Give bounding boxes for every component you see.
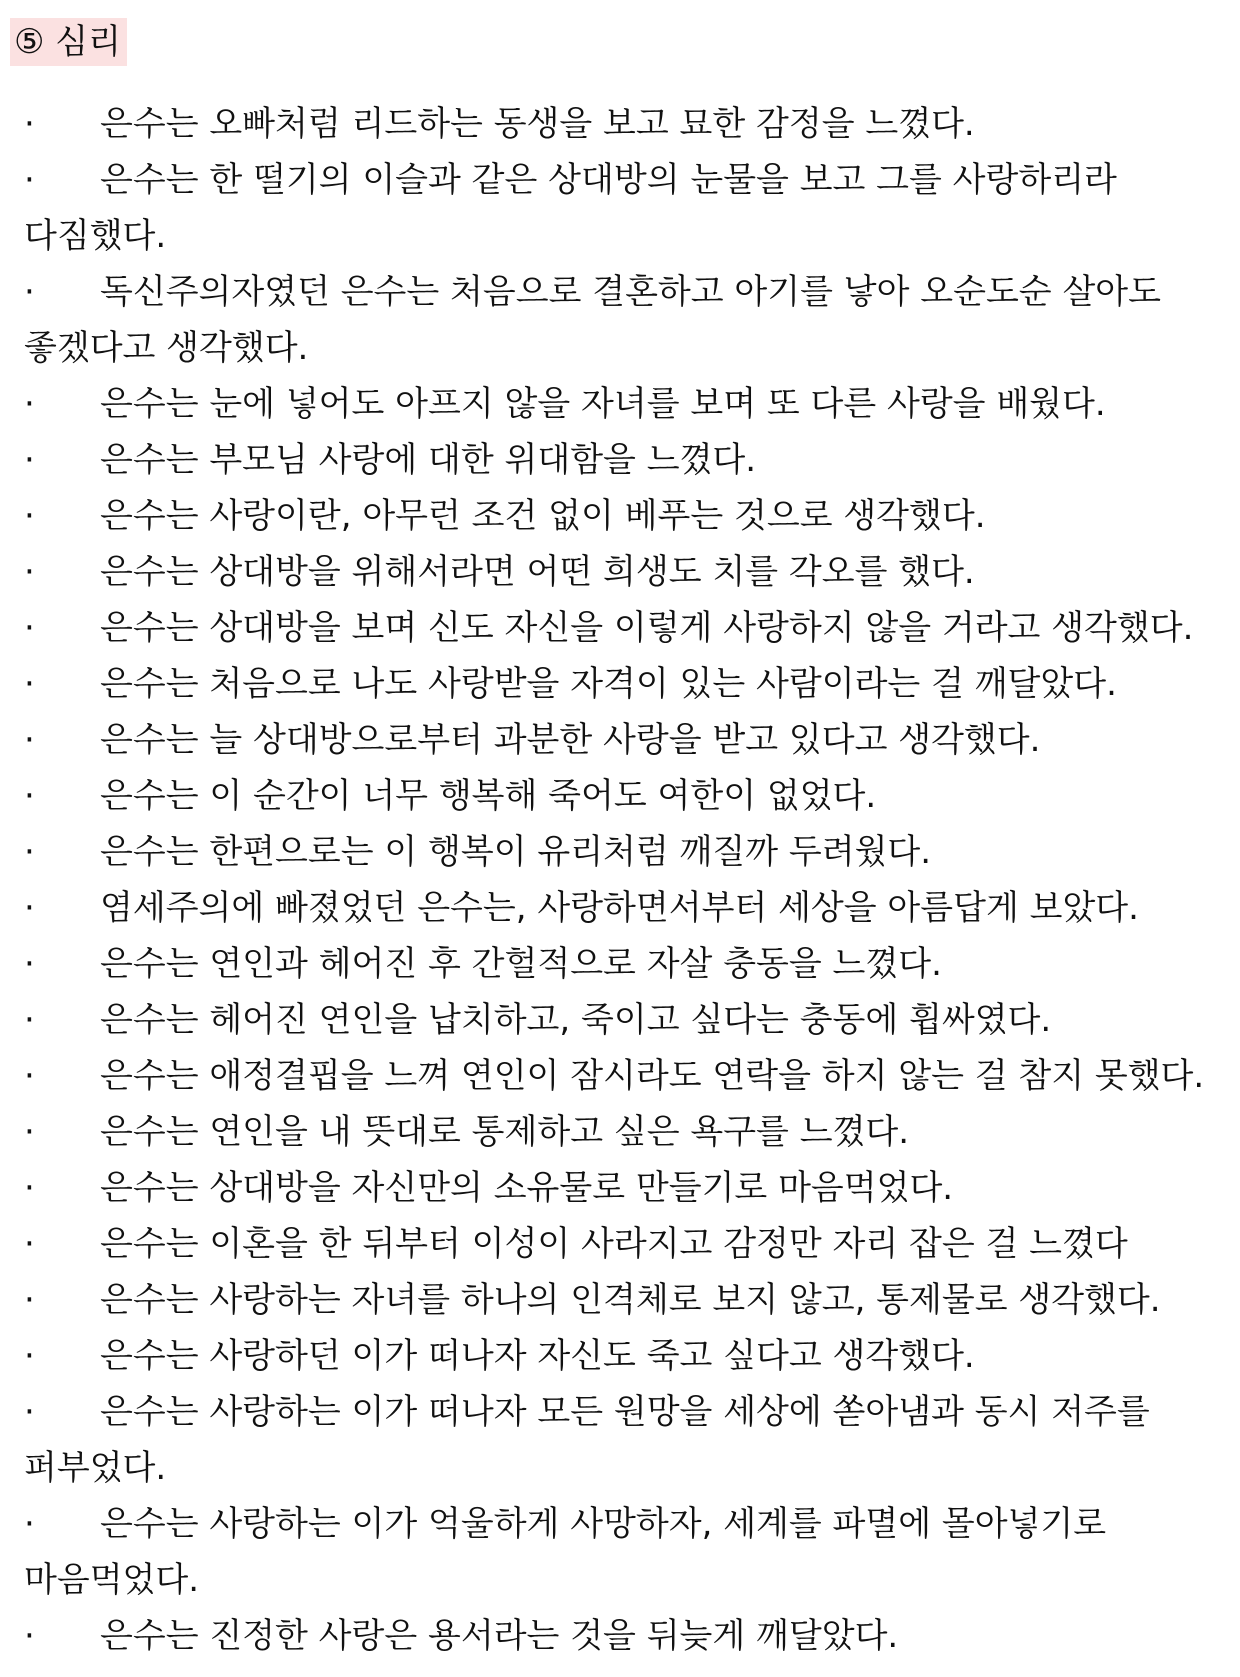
bullet: · bbox=[24, 1616, 35, 1656]
bullet: · bbox=[24, 888, 35, 928]
list-item bbox=[24, 1384, 1222, 1496]
bullet: · bbox=[24, 1056, 35, 1096]
list-item bbox=[24, 152, 1222, 264]
bullet: · bbox=[24, 440, 35, 480]
item-text: 은수는 연인을 내 뜻대로 통제하고 싶은 욕구를 느꼈다. bbox=[100, 1112, 910, 1152]
item-text: 은수는 애정결핍을 느껴 연인이 잠시라도 연락을 하지 않는 걸 참지 못했다. bbox=[100, 1056, 1205, 1096]
item-text: 은수는 사랑하던 이가 떠나자 자신도 죽고 싶다고 생각했다. bbox=[100, 1336, 975, 1376]
list-item bbox=[24, 656, 1222, 712]
bullet: · bbox=[24, 608, 35, 648]
item-text: 은수는 상대방을 보며 신도 자신을 이렇게 사랑하지 않을 거라고 생각했다. bbox=[100, 608, 1194, 648]
list-item bbox=[24, 1104, 1222, 1160]
bullet: · bbox=[24, 1224, 35, 1264]
bullet: · bbox=[24, 160, 35, 200]
list-item bbox=[24, 544, 1222, 600]
item-text: 염세주의에 빠졌었던 은수는, 사랑하면서부터 세상을 아름답게 보았다. bbox=[100, 888, 1139, 928]
bullet: · bbox=[24, 720, 35, 760]
list-item bbox=[24, 1496, 1222, 1608]
bullet: · bbox=[24, 384, 35, 424]
item-text: 은수는 사랑하는 이가 떠나자 모든 원망을 세상에 쏟아냄과 동시 저주를 퍼부었다. bbox=[24, 1392, 1150, 1488]
item-text: 독신주의자였던 은수는 처음으로 결혼하고 아기를 낳아 오순도순 살아도 좋겠다고 생각했다. bbox=[24, 272, 1161, 368]
bullet: · bbox=[24, 1112, 35, 1152]
item-text: 은수는 사랑하는 이가 억울하게 사망하자, 세계를 파멸에 몰아넣기로 마음먹었다. bbox=[24, 1504, 1107, 1600]
bullet: · bbox=[24, 1392, 35, 1432]
item-text: 은수는 눈에 넣어도 아프지 않을 자녀를 보며 또 다른 사랑을 배웠다. bbox=[100, 384, 1106, 424]
bullet: · bbox=[24, 1168, 35, 1208]
bullet: · bbox=[24, 272, 35, 312]
list-item bbox=[24, 1608, 1222, 1664]
list-item bbox=[24, 768, 1222, 824]
item-text: 은수는 한편으로는 이 행복이 유리처럼 깨질까 두려웠다. bbox=[100, 832, 932, 872]
bullet-list bbox=[24, 96, 1222, 1664]
bullet: · bbox=[24, 104, 35, 144]
bullet: · bbox=[24, 832, 35, 872]
item-text: 은수는 사랑이란, 아무런 조건 없이 베푸는 것으로 생각했다. bbox=[100, 496, 986, 536]
list-item bbox=[24, 488, 1222, 544]
list-item bbox=[24, 880, 1222, 936]
item-text: 은수는 진정한 사랑은 용서라는 것을 뒤늦게 깨달았다. bbox=[100, 1616, 899, 1656]
item-text: 은수는 상대방을 위해서라면 어떤 희생도 치를 각오를 했다. bbox=[100, 552, 975, 592]
bullet: · bbox=[24, 664, 35, 704]
list-item bbox=[24, 96, 1222, 152]
item-text: 은수는 부모님 사랑에 대한 위대함을 느꼈다. bbox=[100, 440, 757, 480]
bullet: · bbox=[24, 1504, 35, 1544]
list-item bbox=[24, 824, 1222, 880]
list-item bbox=[24, 1048, 1222, 1104]
item-text: 은수는 늘 상대방으로부터 과분한 사랑을 받고 있다고 생각했다. bbox=[100, 720, 1041, 760]
list-item bbox=[24, 992, 1222, 1048]
item-text: 은수는 이 순간이 너무 행복해 죽어도 여한이 없었다. bbox=[100, 776, 877, 816]
section-heading: ⑤ 심리 bbox=[10, 18, 127, 66]
item-text: 은수는 연인과 헤어진 후 간헐적으로 자살 충동을 느꼈다. bbox=[100, 944, 942, 984]
list-item bbox=[24, 1160, 1222, 1216]
bullet: · bbox=[24, 776, 35, 816]
bullet: · bbox=[24, 1000, 35, 1040]
list-item bbox=[24, 600, 1222, 656]
item-text: 은수는 이혼을 한 뒤부터 이성이 사라지고 감정만 자리 잡은 걸 느꼈다 bbox=[100, 1224, 1128, 1264]
bullet: · bbox=[24, 1280, 35, 1320]
list-item bbox=[24, 264, 1222, 376]
list-item bbox=[24, 1328, 1222, 1384]
list-item bbox=[24, 1216, 1222, 1272]
item-text: 은수는 상대방을 자신만의 소유물로 만들기로 마음먹었다. bbox=[100, 1168, 954, 1208]
list-item bbox=[24, 1272, 1222, 1328]
item-text: 은수는 오빠처럼 리드하는 동생을 보고 묘한 감정을 느꼈다. bbox=[100, 104, 975, 144]
item-text: 은수는 처음으로 나도 사랑받을 자격이 있는 사람이라는 걸 깨달았다. bbox=[100, 664, 1117, 704]
item-text: 은수는 헤어진 연인을 납치하고, 죽이고 싶다는 충동에 휩싸였다. bbox=[100, 1000, 1052, 1040]
bullet: · bbox=[24, 552, 35, 592]
list-item bbox=[24, 712, 1222, 768]
bullet: · bbox=[24, 944, 35, 984]
list-item bbox=[24, 432, 1222, 488]
item-text: 은수는 사랑하는 자녀를 하나의 인격체로 보지 않고, 통제물로 생각했다. bbox=[100, 1280, 1161, 1320]
list-item bbox=[24, 376, 1222, 432]
item-text: 은수는 한 떨기의 이슬과 같은 상대방의 눈물을 보고 그를 사랑하리라 다짐했다. bbox=[24, 160, 1117, 256]
bullet: · bbox=[24, 496, 35, 536]
bullet: · bbox=[24, 1336, 35, 1376]
list-item bbox=[24, 936, 1222, 992]
